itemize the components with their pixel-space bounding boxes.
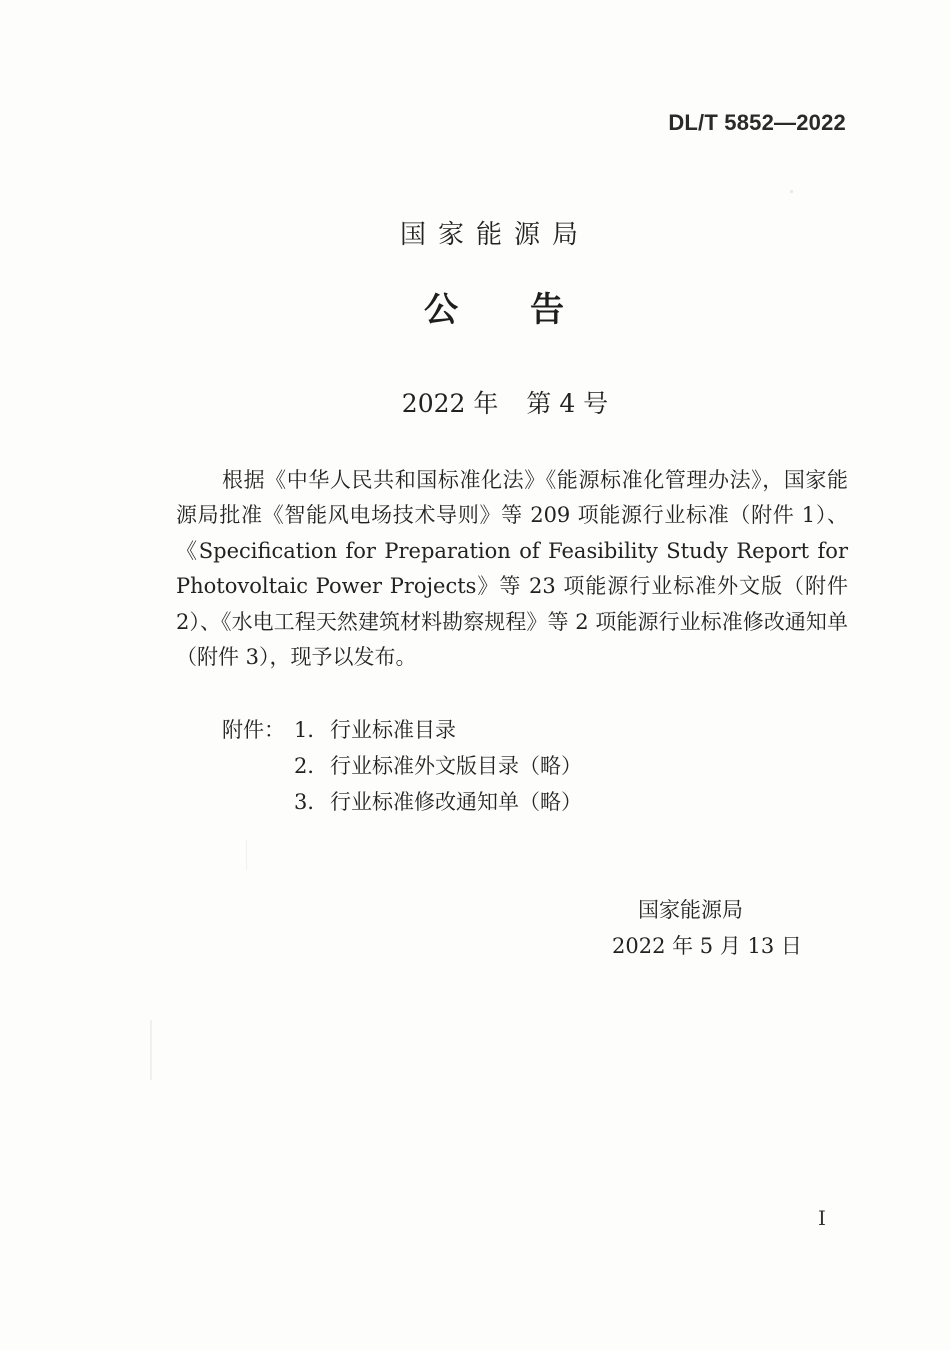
page-title: 公告 [424,290,636,330]
notice-body: 根据《中华人民共和国标准化法》《能源标准化管理办法》，国家能源局批准《智能风电场技术导则》等 209 项能源行业标准（附件 1）、《Specification for Preparation of Feasibility Study Report for Photovoltaic Power Projects》等 23 项能源行业标准外文版（附件 2）、《水电工程天然建筑材料勘察规程》等 2 项能源行业标准修改通知单（附件 3），现予以发布。 [176,468,848,670]
issue-seq: 第 4 号 [526,389,609,418]
attachment-number: 3． [294,790,329,814]
issue-number [0,384,950,420]
attachment-title: 行业标准修改通知单（略） [330,790,582,814]
list-item [222,748,582,784]
attachments-list [222,712,582,820]
issuer-heading: 国家能源局 [399,220,590,250]
scan-speck [150,1020,152,1080]
scan-speck [790,190,793,193]
scan-speck [246,840,247,870]
attachment-number: 2． [294,754,329,778]
attachment-number: 1． [294,718,329,742]
list-item [222,712,582,748]
signature-block [612,892,802,964]
attachment-title: 行业标准外文版目录（略） [330,754,582,778]
standard-code: DL/T 5852—2022 [668,110,846,135]
attachment-title: 行业标准目录 [330,718,456,742]
issue-year: 2022 年 [401,389,499,418]
page-number: I [818,1206,826,1230]
list-item [222,784,582,820]
signature-org: 国家能源局 [638,898,743,922]
signature-date: 2022 年 5 月 13 日 [612,934,802,958]
attachments-label: 附件： [222,718,285,742]
